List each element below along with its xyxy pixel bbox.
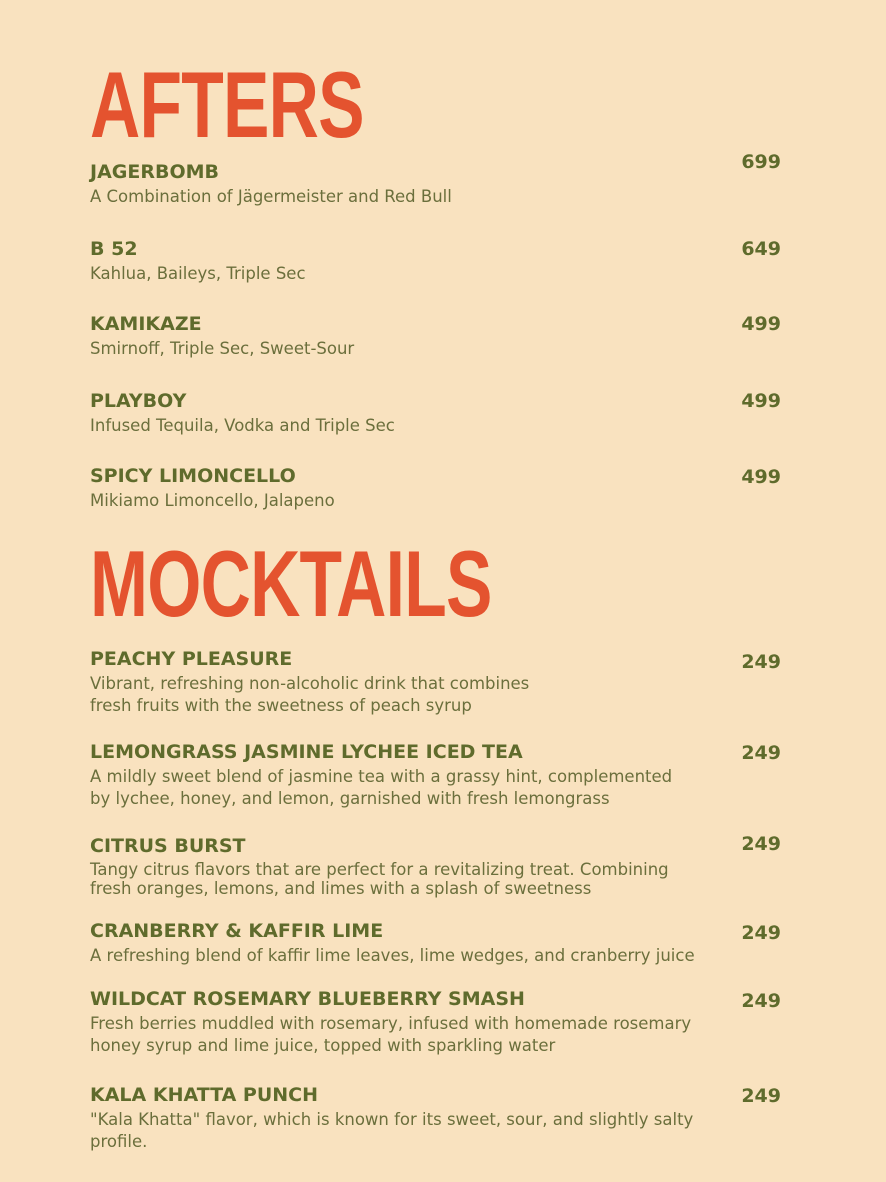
item-description: Tangy citrus flavors that are perfect for a revitalizing treat. Combining fresh oranges, lemons, and limes with a splash of sweetness bbox=[90, 860, 669, 898]
menu-item bbox=[90, 647, 790, 717]
item-price: 699 bbox=[741, 151, 781, 173]
menu-item bbox=[90, 389, 790, 437]
item-name: KALA KHATTA PUNCH bbox=[90, 1084, 319, 1106]
item-description: Infused Tequila, Vodka and Triple Sec bbox=[90, 416, 395, 435]
menu-item bbox=[90, 160, 790, 208]
item-name: WILDCAT ROSEMARY BLUEBERRY SMASH bbox=[90, 988, 525, 1010]
item-price: 249 bbox=[741, 1085, 781, 1107]
item-name: PEACHY PLEASURE bbox=[90, 648, 293, 670]
item-name: CITRUS BURST bbox=[90, 835, 246, 857]
menu-item bbox=[90, 312, 790, 360]
item-name: LEMONGRASS JASMINE LYCHEE ICED TEA bbox=[90, 741, 523, 763]
menu-item bbox=[90, 919, 790, 967]
item-description: A Combination of Jägermeister and Red Bull bbox=[90, 187, 452, 206]
item-name: PLAYBOY bbox=[90, 390, 187, 412]
item-description: A refreshing blend of kaffir lime leaves, lime wedges, and cranberry juice bbox=[90, 946, 695, 965]
mocktails-heading: MOCKTAILS bbox=[90, 531, 492, 636]
menu-item bbox=[90, 237, 790, 285]
item-description: "Kala Khatta" flavor, which is known for its sweet, sour, and slightly salty profile. bbox=[90, 1110, 694, 1151]
item-price: 249 bbox=[741, 742, 781, 764]
menu-item bbox=[90, 987, 790, 1057]
item-price: 249 bbox=[741, 922, 781, 944]
item-description: Vibrant, refreshing non-alcoholic drink that combines fresh fruits with the sweetness of peach syrup bbox=[90, 674, 530, 715]
item-description: Fresh berries muddled with rosemary, infused with homemade rosemary honey syrup and lime juice, topped with sparkling water bbox=[90, 1014, 692, 1055]
item-description: Mikiamo Limoncello, Jalapeno bbox=[90, 491, 335, 510]
item-name: KAMIKAZE bbox=[90, 313, 202, 335]
item-name: B 52 bbox=[90, 238, 138, 260]
item-price: 249 bbox=[741, 990, 781, 1012]
afters-heading: AFTERS bbox=[90, 52, 364, 157]
item-name: JAGERBOMB bbox=[90, 161, 220, 183]
menu-item bbox=[90, 740, 790, 810]
item-description: A mildly sweet blend of jasmine tea with a grassy hint, complemented by lychee, honey, and lemon, garnished with fresh lemongrass bbox=[90, 767, 673, 808]
menu-item bbox=[90, 1083, 790, 1153]
menu-item bbox=[90, 834, 790, 898]
menu-item bbox=[90, 464, 790, 512]
item-name: CRANBERRY & KAFFIR LIME bbox=[90, 920, 384, 942]
item-description: Smirnoff, Triple Sec, Sweet-Sour bbox=[90, 339, 355, 358]
item-price: 249 bbox=[741, 833, 781, 855]
item-price: 649 bbox=[741, 238, 781, 260]
item-price: 499 bbox=[741, 466, 781, 488]
item-price: 499 bbox=[741, 313, 781, 335]
item-price: 499 bbox=[741, 390, 781, 412]
item-name: SPICY LIMONCELLO bbox=[90, 465, 296, 487]
item-description: Kahlua, Baileys, Triple Sec bbox=[90, 264, 306, 283]
item-price: 249 bbox=[741, 651, 781, 673]
